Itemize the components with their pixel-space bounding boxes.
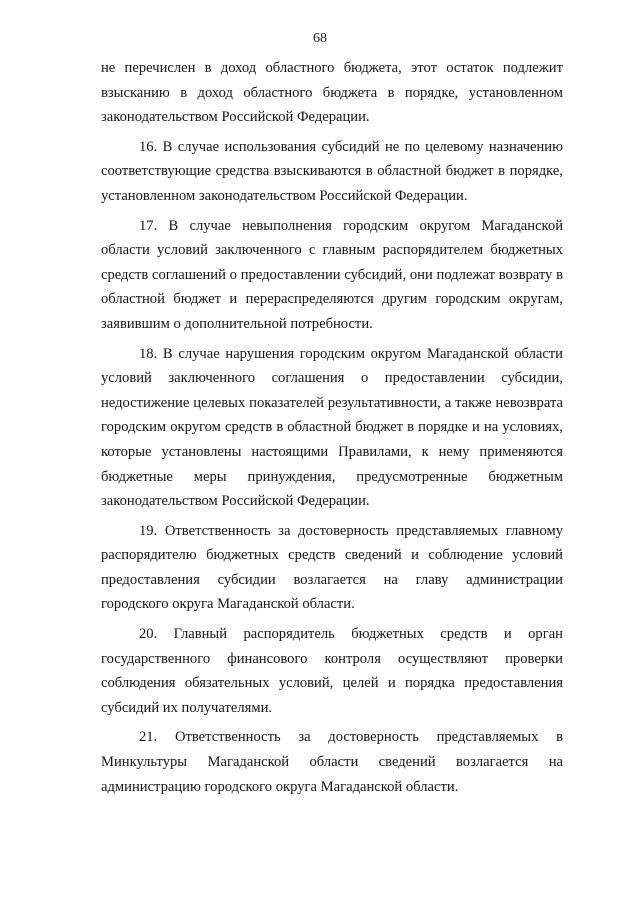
paragraph-20: 20. Главный распорядитель бюджетных средств и орган государственного финансового контроля осуществляют проверки соблюдения обязательных условий, целей и порядка предоставления субсидий их получателями. bbox=[101, 626, 563, 716]
paragraph-continuation: не перечислен в доход областного бюджета, этот остаток подлежит взысканию в доход областного бюджета в порядке, установленном законодательством Российской Федерации. bbox=[101, 60, 563, 126]
paragraph-21: 21. Ответственность за достоверность представляемых в Минкультуры Магаданской области сведений возлагается на администрацию городского округа Магаданской области. bbox=[101, 729, 563, 795]
page-number: 68 bbox=[313, 31, 327, 46]
paragraph-18: 18. В случае нарушения городским округом Магаданской области условий заключенного соглашения о предоставлении субсидии, недостижение целевых показателей результативности, а также невозврата городским округом средств в областной бюджет в порядке и на условиях, которые установлены настоящими Правилами, к нему применяются бюджетные меры принуждения, предусмотренные бюджетным законодательством Российской Федерации. bbox=[101, 345, 563, 510]
paragraph-19: 19. Ответственность за достоверность представляемых главному распорядителю бюджетных средств сведений и соблюдение условий предоставления субсидии возлагается на главу администрации городского округа Магаданской области. bbox=[101, 522, 563, 613]
paragraph-17: 17. В случае невыполнения городским округом Магаданской области условий заключенного с главным распорядителем бюджетных средств соглашений о предоставлении субсидий, они подлежат возврату в областной бюджет и перераспределяются другим городским округам, заявившим о дополнительной потребности. bbox=[101, 217, 563, 332]
paragraph-16: 16. В случае использования субсидий не по целевому назначению соответствующие средства взыскиваются в областной бюджет в порядке, установленном законодательством Российской Федерации. bbox=[101, 138, 563, 204]
document-body bbox=[101, 56, 563, 799]
